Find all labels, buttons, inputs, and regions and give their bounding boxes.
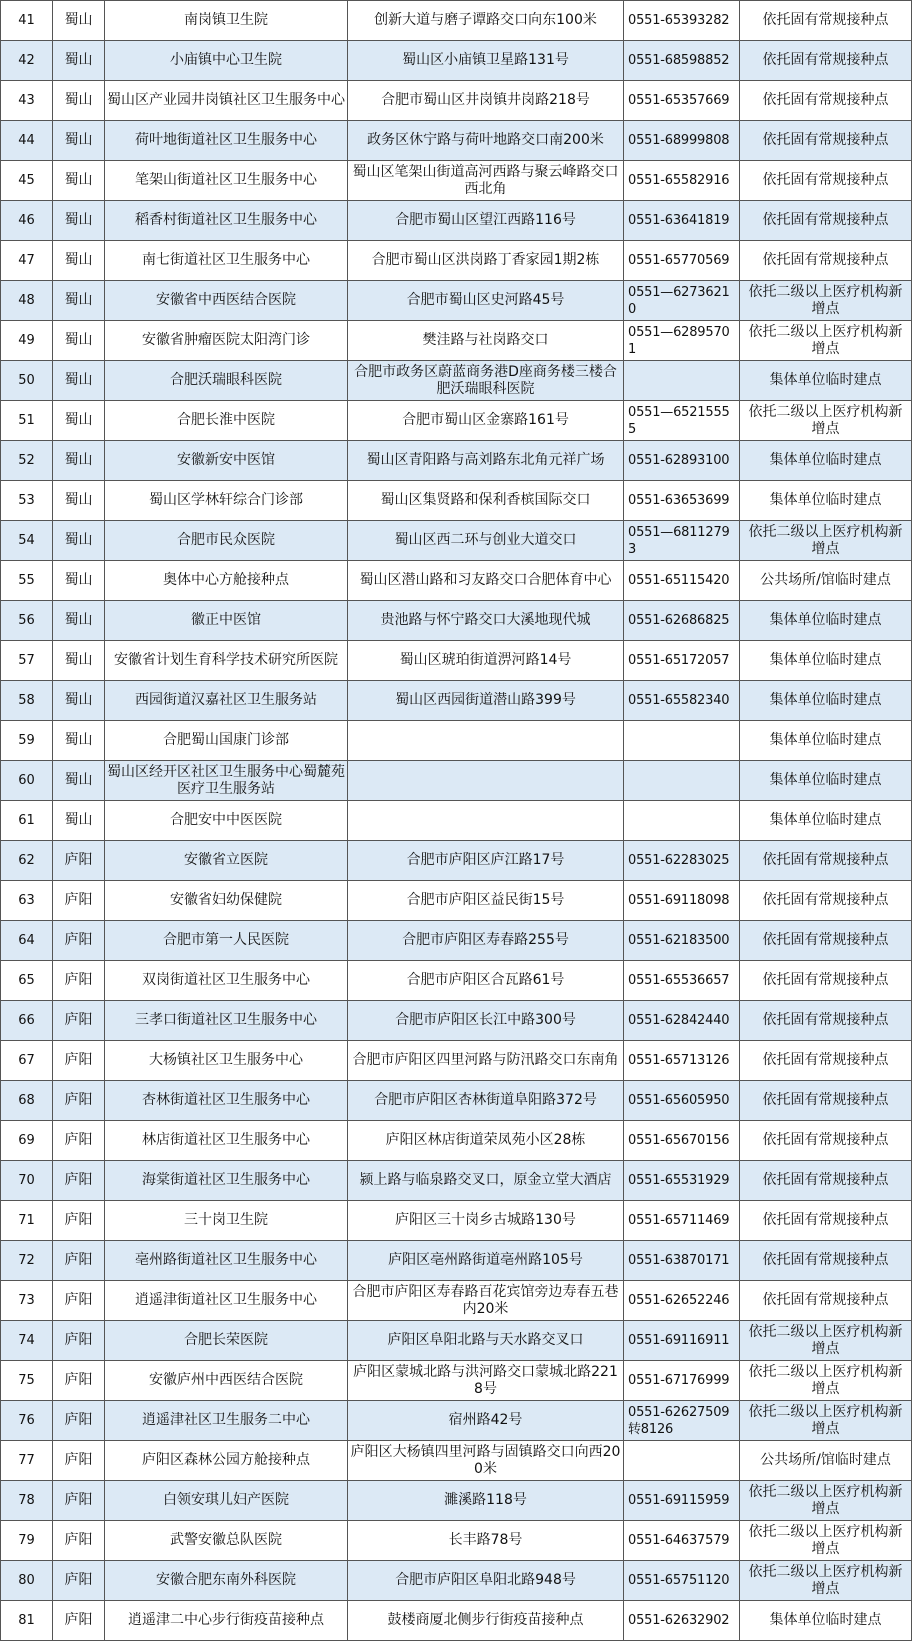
- site-type-cell: 公共场所/馆临时建点: [740, 561, 912, 601]
- site-type-cell: 公共场所/馆临时建点: [740, 1441, 912, 1481]
- phone-cell: 0551-65605950: [624, 1081, 740, 1121]
- district-cell: 蜀山: [53, 201, 105, 241]
- site-type-cell: 依托固有常规接种点: [740, 1081, 912, 1121]
- address-cell: 合肥市庐阳区合瓦路61号: [348, 961, 624, 1001]
- district-cell: 蜀山: [53, 121, 105, 161]
- table-body: [1, 1, 912, 1641]
- table-row: [1, 801, 912, 841]
- address-cell: 蜀山区笔架山街道高河西路与聚云峰路交口西北角: [348, 161, 624, 201]
- table-row: [1, 201, 912, 241]
- table-row: [1, 761, 912, 801]
- phone-cell: 0551-63641819: [624, 201, 740, 241]
- row-number-cell: 74: [1, 1321, 53, 1361]
- site-name-cell: 合肥长荣医院: [105, 1321, 348, 1361]
- site-name-cell: 亳州路街道社区卫生服务中心: [105, 1241, 348, 1281]
- site-type-cell: 集体单位临时建点: [740, 441, 912, 481]
- district-cell: 蜀山: [53, 521, 105, 561]
- address-cell: 合肥市庐阳区益民街15号: [348, 881, 624, 921]
- row-number-cell: 63: [1, 881, 53, 921]
- row-number-cell: 78: [1, 1481, 53, 1521]
- site-name-cell: 双岗街道社区卫生服务中心: [105, 961, 348, 1001]
- phone-cell: [624, 721, 740, 761]
- site-type-cell: 集体单位临时建点: [740, 601, 912, 641]
- address-cell: 庐阳区亳州路街道亳州路105号: [348, 1241, 624, 1281]
- site-name-cell: 蜀山区产业园井岗镇社区卫生服务中心: [105, 81, 348, 121]
- row-number-cell: 70: [1, 1161, 53, 1201]
- row-number-cell: 77: [1, 1441, 53, 1481]
- site-name-cell: 合肥市民众医院: [105, 521, 348, 561]
- table-row: [1, 81, 912, 121]
- site-type-cell: 依托二级以上医疗机构新增点: [740, 521, 912, 561]
- phone-cell: 0551—62895701: [624, 321, 740, 361]
- address-cell: 蜀山区西二环与创业大道交口: [348, 521, 624, 561]
- phone-cell: 0551-69118098: [624, 881, 740, 921]
- site-type-cell: 集体单位临时建点: [740, 721, 912, 761]
- row-number-cell: 79: [1, 1521, 53, 1561]
- district-cell: 庐阳: [53, 961, 105, 1001]
- phone-cell: 0551-62652246: [624, 1281, 740, 1321]
- site-type-cell: 依托固有常规接种点: [740, 881, 912, 921]
- district-cell: 庐阳: [53, 1521, 105, 1561]
- table-row: [1, 441, 912, 481]
- site-type-cell: 集体单位临时建点: [740, 801, 912, 841]
- site-type-cell: 依托固有常规接种点: [740, 1001, 912, 1041]
- phone-cell: 0551-62842440: [624, 1001, 740, 1041]
- table-row: [1, 481, 912, 521]
- phone-cell: 0551-67176999: [624, 1361, 740, 1401]
- site-type-cell: 依托固有常规接种点: [740, 1201, 912, 1241]
- district-cell: 蜀山: [53, 401, 105, 441]
- district-cell: 庐阳: [53, 1361, 105, 1401]
- site-name-cell: 合肥长淮中医院: [105, 401, 348, 441]
- district-cell: 蜀山: [53, 81, 105, 121]
- address-cell: 合肥市庐阳区寿春路255号: [348, 921, 624, 961]
- address-cell: 长丰路78号: [348, 1521, 624, 1561]
- address-cell: 合肥市政务区蔚蓝商务港D座商务楼三楼合肥沃瑞眼科医院: [348, 361, 624, 401]
- site-type-cell: 依托二级以上医疗机构新增点: [740, 1361, 912, 1401]
- address-cell: [348, 801, 624, 841]
- site-type-cell: 依托固有常规接种点: [740, 1121, 912, 1161]
- table-row: [1, 961, 912, 1001]
- phone-cell: 0551-62686825: [624, 601, 740, 641]
- row-number-cell: 61: [1, 801, 53, 841]
- row-number-cell: 46: [1, 201, 53, 241]
- row-number-cell: 60: [1, 761, 53, 801]
- district-cell: 蜀山: [53, 561, 105, 601]
- district-cell: 庐阳: [53, 1081, 105, 1121]
- site-name-cell: 安徽新安中医馆: [105, 441, 348, 481]
- row-number-cell: 80: [1, 1561, 53, 1601]
- district-cell: 蜀山: [53, 281, 105, 321]
- row-number-cell: 71: [1, 1201, 53, 1241]
- row-number-cell: 73: [1, 1281, 53, 1321]
- table-row: [1, 41, 912, 81]
- row-number-cell: 64: [1, 921, 53, 961]
- table-row: [1, 1601, 912, 1641]
- phone-cell: 0551-62893100: [624, 441, 740, 481]
- row-number-cell: 68: [1, 1081, 53, 1121]
- table-row: [1, 1561, 912, 1601]
- address-cell: 合肥市蜀山区井岗镇井岗路218号: [348, 81, 624, 121]
- site-name-cell: 安徽省肿瘤医院太阳湾门诊: [105, 321, 348, 361]
- phone-cell: [624, 801, 740, 841]
- table-row: [1, 121, 912, 161]
- row-number-cell: 56: [1, 601, 53, 641]
- address-cell: 合肥市庐阳区长江中路300号: [348, 1001, 624, 1041]
- row-number-cell: 81: [1, 1601, 53, 1641]
- address-cell: 创新大道与磨子谭路交口向东100米: [348, 1, 624, 41]
- phone-cell: 0551-68999808: [624, 121, 740, 161]
- site-name-cell: 安徽省妇幼保健院: [105, 881, 348, 921]
- site-name-cell: 武警安徽总队医院: [105, 1521, 348, 1561]
- phone-cell: 0551-65711469: [624, 1201, 740, 1241]
- district-cell: 庐阳: [53, 1161, 105, 1201]
- site-type-cell: 依托固有常规接种点: [740, 1241, 912, 1281]
- phone-cell: [624, 361, 740, 401]
- address-cell: 合肥市蜀山区史河路45号: [348, 281, 624, 321]
- address-cell: 合肥市庐阳区寿春路百花宾馆旁边寿春五巷内20米: [348, 1281, 624, 1321]
- phone-cell: 0551-65536657: [624, 961, 740, 1001]
- address-cell: 樊洼路与社岗路交口: [348, 321, 624, 361]
- site-name-cell: 三孝口街道社区卫生服务中心: [105, 1001, 348, 1041]
- table-row: [1, 241, 912, 281]
- address-cell: 蜀山区集贤路和保利香槟国际交口: [348, 481, 624, 521]
- site-name-cell: 逍遥津街道社区卫生服务中心: [105, 1281, 348, 1321]
- table-row: [1, 681, 912, 721]
- row-number-cell: 55: [1, 561, 53, 601]
- address-cell: 濉溪路118号: [348, 1481, 624, 1521]
- address-cell: 合肥市蜀山区金寨路161号: [348, 401, 624, 441]
- district-cell: 庐阳: [53, 841, 105, 881]
- district-cell: 庐阳: [53, 1601, 105, 1641]
- table-row: [1, 1441, 912, 1481]
- site-name-cell: 蜀山区经开区社区卫生服务中心蜀麓苑医疗卫生服务站: [105, 761, 348, 801]
- table-row: [1, 1481, 912, 1521]
- row-number-cell: 59: [1, 721, 53, 761]
- district-cell: 蜀山: [53, 441, 105, 481]
- row-number-cell: 41: [1, 1, 53, 41]
- phone-cell: 0551-65531929: [624, 1161, 740, 1201]
- site-type-cell: 依托固有常规接种点: [740, 121, 912, 161]
- address-cell: 鼓楼商厦北侧步行街疫苗接种点: [348, 1601, 624, 1641]
- district-cell: 庐阳: [53, 1441, 105, 1481]
- site-name-cell: 安徽合肥东南外科医院: [105, 1561, 348, 1601]
- phone-cell: 0551-65357669: [624, 81, 740, 121]
- phone-cell: 0551-62627509转8126: [624, 1401, 740, 1441]
- site-name-cell: 逍遥津社区卫生服务二中心: [105, 1401, 348, 1441]
- address-cell: 蜀山区琥珀街道淠河路14号: [348, 641, 624, 681]
- site-name-cell: 大杨镇社区卫生服务中心: [105, 1041, 348, 1081]
- table-row: [1, 1321, 912, 1361]
- table-row: [1, 1201, 912, 1241]
- district-cell: 庐阳: [53, 1561, 105, 1601]
- table-row: [1, 401, 912, 441]
- table-row: [1, 721, 912, 761]
- address-cell: 贵池路与怀宁路交口大溪地现代城: [348, 601, 624, 641]
- site-type-cell: 集体单位临时建点: [740, 481, 912, 521]
- site-type-cell: 依托固有常规接种点: [740, 921, 912, 961]
- site-type-cell: 集体单位临时建点: [740, 681, 912, 721]
- site-type-cell: 依托固有常规接种点: [740, 201, 912, 241]
- site-type-cell: 依托固有常规接种点: [740, 1, 912, 41]
- phone-cell: 0551-64637579: [624, 1521, 740, 1561]
- district-cell: 庐阳: [53, 881, 105, 921]
- site-type-cell: 依托二级以上医疗机构新增点: [740, 401, 912, 441]
- phone-cell: 0551-62183500: [624, 921, 740, 961]
- site-name-cell: 蜀山区学林轩综合门诊部: [105, 481, 348, 521]
- row-number-cell: 50: [1, 361, 53, 401]
- address-cell: 合肥市蜀山区洪岗路丁香家园1期2栋: [348, 241, 624, 281]
- site-name-cell: 合肥安中中医医院: [105, 801, 348, 841]
- address-cell: 合肥市庐阳区庐江路17号: [348, 841, 624, 881]
- phone-cell: 0551-63870171: [624, 1241, 740, 1281]
- phone-cell: 0551-62632902: [624, 1601, 740, 1641]
- table-row: [1, 1, 912, 41]
- row-number-cell: 43: [1, 81, 53, 121]
- address-cell: 合肥市蜀山区望江西路116号: [348, 201, 624, 241]
- site-name-cell: 杏林街道社区卫生服务中心: [105, 1081, 348, 1121]
- district-cell: 蜀山: [53, 721, 105, 761]
- phone-cell: 0551-65751120: [624, 1561, 740, 1601]
- address-cell: 颍上路与临泉路交叉口，原金立堂大酒店: [348, 1161, 624, 1201]
- site-name-cell: 庐阳区森林公园方舱接种点: [105, 1441, 348, 1481]
- row-number-cell: 47: [1, 241, 53, 281]
- address-cell: 庐阳区三十岗乡古城路130号: [348, 1201, 624, 1241]
- district-cell: 庐阳: [53, 1001, 105, 1041]
- address-cell: [348, 761, 624, 801]
- phone-cell: 0551—65215555: [624, 401, 740, 441]
- site-name-cell: 林店街道社区卫生服务中心: [105, 1121, 348, 1161]
- phone-cell: [624, 761, 740, 801]
- site-name-cell: 三十岗卫生院: [105, 1201, 348, 1241]
- district-cell: 庐阳: [53, 921, 105, 961]
- site-type-cell: 依托固有常规接种点: [740, 1161, 912, 1201]
- row-number-cell: 57: [1, 641, 53, 681]
- district-cell: 蜀山: [53, 801, 105, 841]
- site-type-cell: 依托二级以上医疗机构新增点: [740, 321, 912, 361]
- phone-cell: 0551-63653699: [624, 481, 740, 521]
- address-cell: 政务区休宁路与荷叶地路交口南200米: [348, 121, 624, 161]
- row-number-cell: 67: [1, 1041, 53, 1081]
- site-type-cell: 依托二级以上医疗机构新增点: [740, 1481, 912, 1521]
- site-type-cell: 依托固有常规接种点: [740, 1281, 912, 1321]
- site-type-cell: 依托二级以上医疗机构新增点: [740, 1561, 912, 1601]
- site-name-cell: 合肥蜀山国康门诊部: [105, 721, 348, 761]
- row-number-cell: 54: [1, 521, 53, 561]
- table-row: [1, 361, 912, 401]
- phone-cell: 0551-65115420: [624, 561, 740, 601]
- row-number-cell: 53: [1, 481, 53, 521]
- district-cell: 蜀山: [53, 481, 105, 521]
- site-type-cell: 依托固有常规接种点: [740, 161, 912, 201]
- address-cell: 蜀山区西园街道潜山路399号: [348, 681, 624, 721]
- site-type-cell: 依托二级以上医疗机构新增点: [740, 1321, 912, 1361]
- district-cell: 蜀山: [53, 761, 105, 801]
- site-type-cell: 依托二级以上医疗机构新增点: [740, 1401, 912, 1441]
- district-cell: 蜀山: [53, 681, 105, 721]
- site-name-cell: 稻香村街道社区卫生服务中心: [105, 201, 348, 241]
- phone-cell: 0551-65393282: [624, 1, 740, 41]
- address-cell: 合肥市庐阳区四里河路与防汛路交口东南角: [348, 1041, 624, 1081]
- district-cell: 庐阳: [53, 1241, 105, 1281]
- table-row: [1, 841, 912, 881]
- row-number-cell: 49: [1, 321, 53, 361]
- table-row: [1, 321, 912, 361]
- row-number-cell: 62: [1, 841, 53, 881]
- site-name-cell: 安徽省计划生育科学技术研究所医院: [105, 641, 348, 681]
- table-row: [1, 281, 912, 321]
- district-cell: 蜀山: [53, 361, 105, 401]
- address-cell: 蜀山区青阳路与高刘路东北角元祥广场: [348, 441, 624, 481]
- district-cell: 庐阳: [53, 1401, 105, 1441]
- district-cell: 蜀山: [53, 601, 105, 641]
- table-row: [1, 1361, 912, 1401]
- row-number-cell: 51: [1, 401, 53, 441]
- site-name-cell: 白领安琪儿妇产医院: [105, 1481, 348, 1521]
- table-row: [1, 1521, 912, 1561]
- site-type-cell: 依托二级以上医疗机构新增点: [740, 281, 912, 321]
- phone-cell: 0551-65770569: [624, 241, 740, 281]
- site-type-cell: 依托固有常规接种点: [740, 961, 912, 1001]
- site-type-cell: 依托固有常规接种点: [740, 41, 912, 81]
- site-name-cell: 安徽省中西医结合医院: [105, 281, 348, 321]
- phone-cell: 0551-69115959: [624, 1481, 740, 1521]
- district-cell: 蜀山: [53, 161, 105, 201]
- table-row: [1, 561, 912, 601]
- table-row: [1, 1121, 912, 1161]
- table-row: [1, 1241, 912, 1281]
- table-row: [1, 1281, 912, 1321]
- row-number-cell: 45: [1, 161, 53, 201]
- phone-cell: [624, 1441, 740, 1481]
- row-number-cell: 52: [1, 441, 53, 481]
- table-row: [1, 1001, 912, 1041]
- row-number-cell: 75: [1, 1361, 53, 1401]
- row-number-cell: 76: [1, 1401, 53, 1441]
- site-name-cell: 逍遥津二中心步行街疫苗接种点: [105, 1601, 348, 1641]
- district-cell: 蜀山: [53, 321, 105, 361]
- district-cell: 蜀山: [53, 1, 105, 41]
- site-name-cell: 安徽省立医院: [105, 841, 348, 881]
- address-cell: 蜀山区潜山路和习友路交口合肥体育中心: [348, 561, 624, 601]
- phone-cell: 0551-62283025: [624, 841, 740, 881]
- district-cell: 庐阳: [53, 1121, 105, 1161]
- address-cell: 合肥市庐阳区阜阳北路948号: [348, 1561, 624, 1601]
- table-row: [1, 1081, 912, 1121]
- district-cell: 庐阳: [53, 1281, 105, 1321]
- site-name-cell: 笔架山街道社区卫生服务中心: [105, 161, 348, 201]
- address-cell: 合肥市庐阳区杏林街道阜阳路372号: [348, 1081, 624, 1121]
- row-number-cell: 65: [1, 961, 53, 1001]
- site-name-cell: 合肥市第一人民医院: [105, 921, 348, 961]
- address-cell: 庐阳区阜阳北路与天水路交叉口: [348, 1321, 624, 1361]
- site-name-cell: 安徽庐州中西医结合医院: [105, 1361, 348, 1401]
- site-name-cell: 海棠街道社区卫生服务中心: [105, 1161, 348, 1201]
- site-type-cell: 集体单位临时建点: [740, 761, 912, 801]
- phone-cell: 0551—62736210: [624, 281, 740, 321]
- row-number-cell: 69: [1, 1121, 53, 1161]
- site-type-cell: 依托固有常规接种点: [740, 241, 912, 281]
- phone-cell: 0551-65670156: [624, 1121, 740, 1161]
- site-name-cell: 南七街道社区卫生服务中心: [105, 241, 348, 281]
- site-name-cell: 南岗镇卫生院: [105, 1, 348, 41]
- table-row: [1, 161, 912, 201]
- district-cell: 蜀山: [53, 41, 105, 81]
- phone-cell: 0551—68112793: [624, 521, 740, 561]
- district-cell: 蜀山: [53, 241, 105, 281]
- site-name-cell: 西园街道汉嘉社区卫生服务站: [105, 681, 348, 721]
- table-row: [1, 921, 912, 961]
- site-type-cell: 依托二级以上医疗机构新增点: [740, 1521, 912, 1561]
- phone-cell: 0551-69116911: [624, 1321, 740, 1361]
- district-cell: 庐阳: [53, 1201, 105, 1241]
- site-type-cell: 依托固有常规接种点: [740, 81, 912, 121]
- phone-cell: 0551-68598852: [624, 41, 740, 81]
- row-number-cell: 48: [1, 281, 53, 321]
- address-cell: 庐阳区大杨镇四里河路与固镇路交口向西200米: [348, 1441, 624, 1481]
- address-cell: 庐阳区林店街道荣凤苑小区28栋: [348, 1121, 624, 1161]
- row-number-cell: 42: [1, 41, 53, 81]
- address-cell: 庐阳区蒙城北路与洪河路交口蒙城北路2218号: [348, 1361, 624, 1401]
- district-cell: 蜀山: [53, 641, 105, 681]
- table-row: [1, 1041, 912, 1081]
- table-row: [1, 1161, 912, 1201]
- site-name-cell: 合肥沃瑞眼科医院: [105, 361, 348, 401]
- site-type-cell: 集体单位临时建点: [740, 361, 912, 401]
- site-name-cell: 徽正中医馆: [105, 601, 348, 641]
- phone-cell: 0551-65582916: [624, 161, 740, 201]
- phone-cell: 0551-65172057: [624, 641, 740, 681]
- address-cell: 宿州路42号: [348, 1401, 624, 1441]
- site-name-cell: 奥体中心方舱接种点: [105, 561, 348, 601]
- site-name-cell: 小庙镇中心卫生院: [105, 41, 348, 81]
- district-cell: 庐阳: [53, 1321, 105, 1361]
- address-cell: [348, 721, 624, 761]
- site-name-cell: 荷叶地街道社区卫生服务中心: [105, 121, 348, 161]
- table-row: [1, 521, 912, 561]
- site-type-cell: 集体单位临时建点: [740, 1601, 912, 1641]
- site-type-cell: 依托固有常规接种点: [740, 1041, 912, 1081]
- district-cell: 庐阳: [53, 1041, 105, 1081]
- address-cell: 蜀山区小庙镇卫星路131号: [348, 41, 624, 81]
- table-row: [1, 601, 912, 641]
- phone-cell: 0551-65582340: [624, 681, 740, 721]
- table-row: [1, 641, 912, 681]
- table-row: [1, 881, 912, 921]
- row-number-cell: 72: [1, 1241, 53, 1281]
- phone-cell: 0551-65713126: [624, 1041, 740, 1081]
- table-row: [1, 1401, 912, 1441]
- row-number-cell: 66: [1, 1001, 53, 1041]
- site-type-cell: 依托固有常规接种点: [740, 841, 912, 881]
- district-cell: 庐阳: [53, 1481, 105, 1521]
- site-type-cell: 集体单位临时建点: [740, 641, 912, 681]
- row-number-cell: 58: [1, 681, 53, 721]
- row-number-cell: 44: [1, 121, 53, 161]
